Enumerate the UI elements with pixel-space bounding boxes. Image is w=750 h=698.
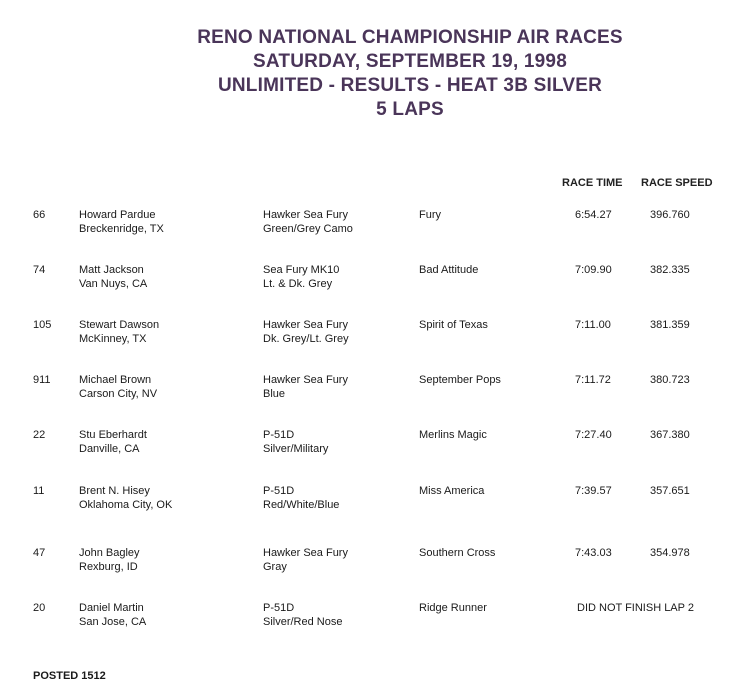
aircraft-info <box>263 601 342 629</box>
result-row <box>0 546 750 578</box>
pilot-name: Brent N. Hisey <box>79 485 150 497</box>
pilot-hometown: Breckenridge, TX <box>79 223 164 235</box>
race-speed: 380.723 <box>650 374 690 386</box>
pilot-info <box>79 601 146 629</box>
document-header <box>160 26 660 122</box>
pilot-info <box>79 428 147 456</box>
aircraft-colors: Dk. Grey/Lt. Grey <box>263 333 349 345</box>
race-time: 7:11.72 <box>575 374 611 386</box>
pilot-hometown: Oklahoma City, OK <box>79 499 173 511</box>
race-time: 7:39.57 <box>575 485 612 497</box>
race-time: 7:11.00 <box>575 319 611 331</box>
event-title: RENO NATIONAL CHAMPIONSHIP AIR RACES <box>197 27 623 48</box>
aircraft-colors: Lt. & Dk. Grey <box>263 278 333 290</box>
race-speed: 367.380 <box>650 429 690 441</box>
plane-name: Ridge Runner <box>419 602 487 614</box>
pilot-info <box>79 208 164 236</box>
aircraft-type: Hawker Sea Fury <box>263 547 348 559</box>
plane-name: Miss America <box>419 485 485 497</box>
aircraft-info <box>263 263 339 291</box>
pilot-name: Stu Eberhardt <box>79 429 147 441</box>
pilot-info <box>79 373 157 401</box>
aircraft-info <box>263 484 339 512</box>
pilot-hometown: Carson City, NV <box>79 388 158 400</box>
aircraft-type: Hawker Sea Fury <box>263 209 348 221</box>
aircraft-colors: Gray <box>263 561 287 573</box>
race-number: 22 <box>33 429 46 441</box>
aircraft-info <box>263 373 348 401</box>
aircraft-type: Hawker Sea Fury <box>263 374 348 386</box>
pilot-hometown: Van Nuys, CA <box>79 278 148 290</box>
race-speed: 354.978 <box>650 547 690 559</box>
result-row <box>0 318 750 350</box>
aircraft-info <box>263 428 328 456</box>
race-number: 47 <box>33 547 46 559</box>
race-speed-header: RACE SPEED <box>641 177 713 189</box>
plane-name: Fury <box>419 209 441 221</box>
result-row <box>0 373 750 405</box>
posted-time: POSTED 1512 <box>33 670 106 682</box>
aircraft-type: Hawker Sea Fury <box>263 319 348 331</box>
event-date: SATURDAY, SEPTEMBER 19, 1998 <box>253 51 567 72</box>
race-time: 6:54.27 <box>575 209 612 221</box>
aircraft-colors: Red/White/Blue <box>263 499 340 511</box>
aircraft-info <box>263 208 353 236</box>
pilot-hometown: McKinney, TX <box>79 333 147 345</box>
pilot-info <box>79 318 159 346</box>
race-time: 7:27.40 <box>575 429 612 441</box>
result-row <box>0 263 750 295</box>
aircraft-type: P-51D <box>263 602 295 614</box>
plane-name: September Pops <box>419 374 501 386</box>
aircraft-info <box>263 318 349 346</box>
race-time: 7:09.90 <box>575 264 612 276</box>
aircraft-type: Sea Fury MK10 <box>263 264 340 276</box>
result-row <box>0 428 750 460</box>
race-speed: 396.760 <box>650 209 690 221</box>
pilot-name: Michael Brown <box>79 374 152 386</box>
pilot-info <box>79 484 172 512</box>
race-number: 66 <box>33 209 46 221</box>
pilot-info <box>79 263 147 291</box>
plane-name: Spirit of Texas <box>419 319 488 331</box>
race-number: 911 <box>33 374 51 386</box>
plane-name: Bad Attitude <box>419 264 479 276</box>
pilot-name: John Bagley <box>79 547 140 559</box>
aircraft-type: P-51D <box>263 485 295 497</box>
pilot-hometown: Rexburg, ID <box>79 561 138 573</box>
aircraft-type: P-51D <box>263 429 295 441</box>
race-time-header: RACE TIME <box>562 177 623 189</box>
aircraft-colors: Silver/Military <box>263 443 329 455</box>
pilot-name: Howard Pardue <box>79 209 156 221</box>
pilot-name: Matt Jackson <box>79 264 144 276</box>
lap-count: 5 LAPS <box>376 99 444 120</box>
race-speed: 357.651 <box>650 485 690 497</box>
result-row <box>0 484 750 516</box>
race-number: 11 <box>33 485 45 497</box>
race-number: 20 <box>33 602 46 614</box>
result-row <box>0 601 750 633</box>
pilot-info <box>79 546 140 574</box>
aircraft-colors: Blue <box>263 388 286 400</box>
race-number: 74 <box>33 264 46 276</box>
heat-title: UNLIMITED - RESULTS - HEAT 3B SILVER <box>217 75 603 96</box>
plane-name: Southern Cross <box>419 547 496 559</box>
aircraft-info <box>263 546 348 574</box>
race-time: 7:43.03 <box>575 547 612 559</box>
result-row <box>0 208 750 240</box>
race-speed: 381.359 <box>650 319 690 331</box>
pilot-name: Stewart Dawson <box>79 319 160 331</box>
pilot-name: Daniel Martin <box>79 602 144 614</box>
aircraft-colors: Silver/Red Nose <box>263 616 343 628</box>
aircraft-colors: Green/Grey Camo <box>263 223 353 235</box>
race-status: DID NOT FINISH LAP 2 <box>577 602 694 614</box>
race-number: 105 <box>33 319 52 331</box>
pilot-hometown: Danville, CA <box>79 443 140 455</box>
pilot-hometown: San Jose, CA <box>79 616 147 628</box>
plane-name: Merlins Magic <box>419 429 487 441</box>
race-speed: 382.335 <box>650 264 690 276</box>
